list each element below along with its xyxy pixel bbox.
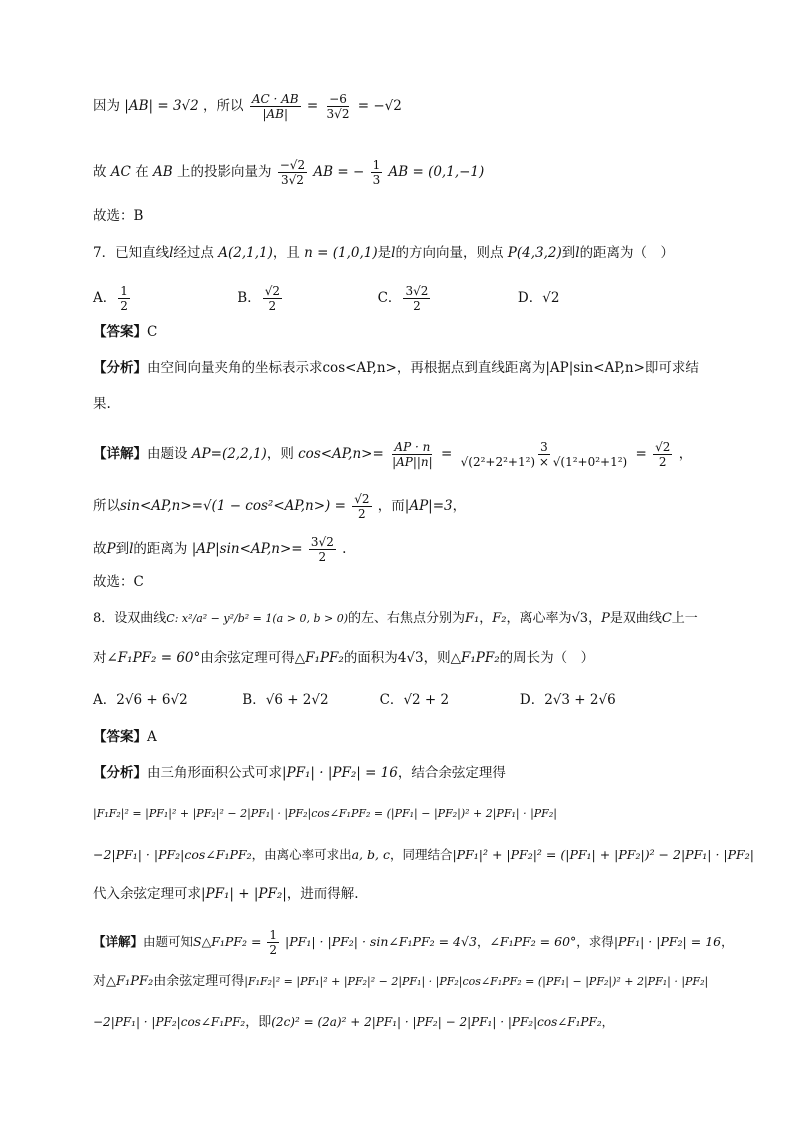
option-c[interactable]: C． $\frac{3√2}{2}$ <box>377 284 429 313</box>
q8-options <box>93 690 616 710</box>
text: ，所以 <box>203 98 244 114</box>
q7-analysis <box>93 358 699 378</box>
fraction: $\frac{3√2}{2}$ <box>310 535 334 564</box>
math-expr: |F₁F₂|² = |PF₁|² + |PF₂|² − 2|PF₁| · |PF₂|cos∠F₁PF₂ = (|PF₁| − |PF₂|)² + 2|PF₁| · |PF₂| <box>93 807 557 820</box>
option-c[interactable]: C．√2 + 2 <box>379 692 450 708</box>
q6-line-2 <box>93 158 484 187</box>
option-d[interactable]: D．2√3 + 2√6 <box>519 692 616 708</box>
q7-stem <box>93 243 674 263</box>
fraction: $\frac{1}{2}$ <box>269 928 278 957</box>
fraction: $\frac{√2}{2}$ <box>655 440 671 469</box>
q8-analysis-1: 【分析】由三角形面积公式可求|PF₁| · |PF₂| = 16，结合余弦定理得 <box>93 765 506 781</box>
q8-detail-3: −2|PF₁| · |PF₂|cos∠F₁PF₂，即(2c)² = (2a)² + 2|PF₁| · |PF₂| − 2|PF₁| · |PF₂|cos∠F₁PF₂， <box>93 1015 614 1030</box>
answer-value: C <box>147 324 158 340</box>
math-expr: AP=(2,2,1) <box>191 446 267 462</box>
fraction: $\frac{AP \cdot n}{|AP||n|}$ <box>392 440 433 469</box>
q8-detail-2: 对△F₁PF₂由余弦定理可得|F₁F₂|² = |PF₁|² + |PF₂|² − 2|PF₁| · |PF₂|cos∠F₁PF₂ = (|PF₁| − |PF₂|)² + 2|PF₁| · |PF₂| <box>93 974 709 989</box>
q7-detail-3: 故P到l的距离为 |AP|sin<AP,n>= $\frac{3√2}{2}$ . <box>93 535 347 564</box>
text: 7．已知直线 <box>93 245 170 261</box>
math-var: l <box>391 245 396 261</box>
text: 因为 <box>93 98 120 114</box>
q7-analysis-2: 果. <box>93 396 111 412</box>
text: ，则 <box>266 446 294 462</box>
text: = <box>306 98 319 114</box>
math-var: l <box>169 245 174 261</box>
math-expr: C: x²/a² − y²/b² = 1(a > 0, b > 0) <box>166 612 348 625</box>
q8-analysis-2 <box>93 804 557 824</box>
math-expr: sin<AP,n>=√(1 − cos²<AP,n>) = <box>120 498 346 514</box>
option-a[interactable]: A． $\frac{1}{2}$ <box>93 284 128 313</box>
math-expr: cos<AP,n>= <box>298 446 384 462</box>
option-b[interactable]: B． $\frac{√2}{2}$ <box>237 284 280 313</box>
text: 故 <box>93 164 107 180</box>
text: 是 <box>377 245 392 261</box>
math-expr: = −√2 <box>357 98 402 114</box>
q7-detail-2: 所以sin<AP,n>=√(1 − cos²<AP,n>) = $\frac{√2}{2}$ ，而|AP|=3， <box>93 492 467 521</box>
option-b[interactable]: B．√6 + 2√2 <box>242 692 329 708</box>
q7-detail-1: 【详解】由题设 AP=(2,2,1)，则 cos<AP,n>= $\frac{AP \cdot n}{|AP||n|}$ = $\frac{3}{\text{√(2²+2²+1²) × √(1²+0²+1²)}}$ = $\frac{√2}{2}$ ， <box>93 440 693 469</box>
math-expr: |AP|sin<AP,n>= <box>191 541 303 557</box>
math-expr: AB = (0,1,−1) <box>388 164 485 180</box>
analysis-tag: 【分析】 <box>93 360 147 376</box>
math-expr: n = (1,0,1) <box>304 245 378 261</box>
fraction: $\frac{AC \cdot AB}{|AB|}$ <box>251 92 299 121</box>
math-expr: |PF₁| · |PF₂| = 16 <box>282 765 398 781</box>
option-d[interactable]: D．√2 <box>517 290 560 306</box>
q8-analysis-3: −2|PF₁| · |PF₂|cos∠F₁PF₂，由离心率可求出a, b, c，同理结合|PF₁|² + |PF₂|² = (|PF₁| + |PF₂|)² − 2|PF₁| · |PF₂| <box>93 847 754 862</box>
vector: AB <box>152 164 173 180</box>
option-a[interactable]: A．2√6 + 6√2 <box>93 692 188 708</box>
q8-answer: 【答案】A <box>93 729 157 745</box>
math-expr: P(4,3,2) <box>507 245 562 261</box>
q7-answer <box>93 322 157 342</box>
math-expr: |AB| = 3√2 <box>124 98 199 114</box>
q6-line-1 <box>93 92 402 121</box>
text: 在 <box>135 164 149 180</box>
text: 上的投影向量为 <box>176 164 272 180</box>
fraction: $\frac{3}{\text{√(2²+2²+1²) × √(1²+0²+1²)}}$ <box>460 440 628 469</box>
text: 的距离为（ ） <box>579 245 675 261</box>
text: 到 <box>561 245 576 261</box>
math-var: l <box>575 245 580 261</box>
q7-options <box>93 284 559 313</box>
fraction: $\frac{√2}{2}$ <box>354 492 370 521</box>
text: 由题设 <box>147 446 188 462</box>
q8-analysis-4: 代入余弦定理可求|PF₁| + |PF₂|，进而得解. <box>93 886 359 902</box>
vector: AC <box>110 164 131 180</box>
math-expr: A(2,1,1) <box>218 245 273 261</box>
detail-tag: 【详解】 <box>93 446 147 462</box>
fraction: $\frac{-6}{3√2}$ <box>326 92 350 121</box>
text: 的方向向量，则点 <box>395 245 504 261</box>
q8-detail-1: 【详解】由题可知S△F₁PF₂ = $\frac{1}{2}$ |PF₁| · |PF₂| · sin∠F₁PF₂ = 4√3，∠F₁PF₂ = 60°，求得|PF₁| · |PF₂| = 16， <box>93 928 734 957</box>
fraction: $\frac{-√2}{3√2}$ <box>279 158 306 187</box>
q6-choose: 故选：B <box>93 208 144 224</box>
text: 由空间向量夹角的坐标表示求cos<AP,n>，再根据点到直线距离为|AP|sin<AP,n>即可求结 <box>147 360 699 376</box>
math-expr: AB = − <box>313 164 365 180</box>
q7-choose: 故选：C <box>93 574 144 590</box>
text: 经过点 <box>173 245 214 261</box>
q8-stem-2: 对∠F₁PF₂ = 60°由余弦定理可得△F₁PF₂的面积为4√3，则△F₁PF₂的周长为（ ） <box>93 650 595 666</box>
answer-tag: 【答案】 <box>93 324 147 340</box>
text: ，且 <box>272 245 300 261</box>
math-expr: ∠F₁PF₂ = 60° <box>106 650 201 666</box>
fraction: $\frac{1}{3}$ <box>372 158 381 187</box>
q8-stem-1: 8．设双曲线C: x²/a² − y²/b² = 1(a > 0, b > 0)的左、右焦点分别为F₁，F₂，离心率为√3，P是双曲线C上一 <box>93 611 698 626</box>
math-expr: |AP|=3 <box>404 498 453 514</box>
